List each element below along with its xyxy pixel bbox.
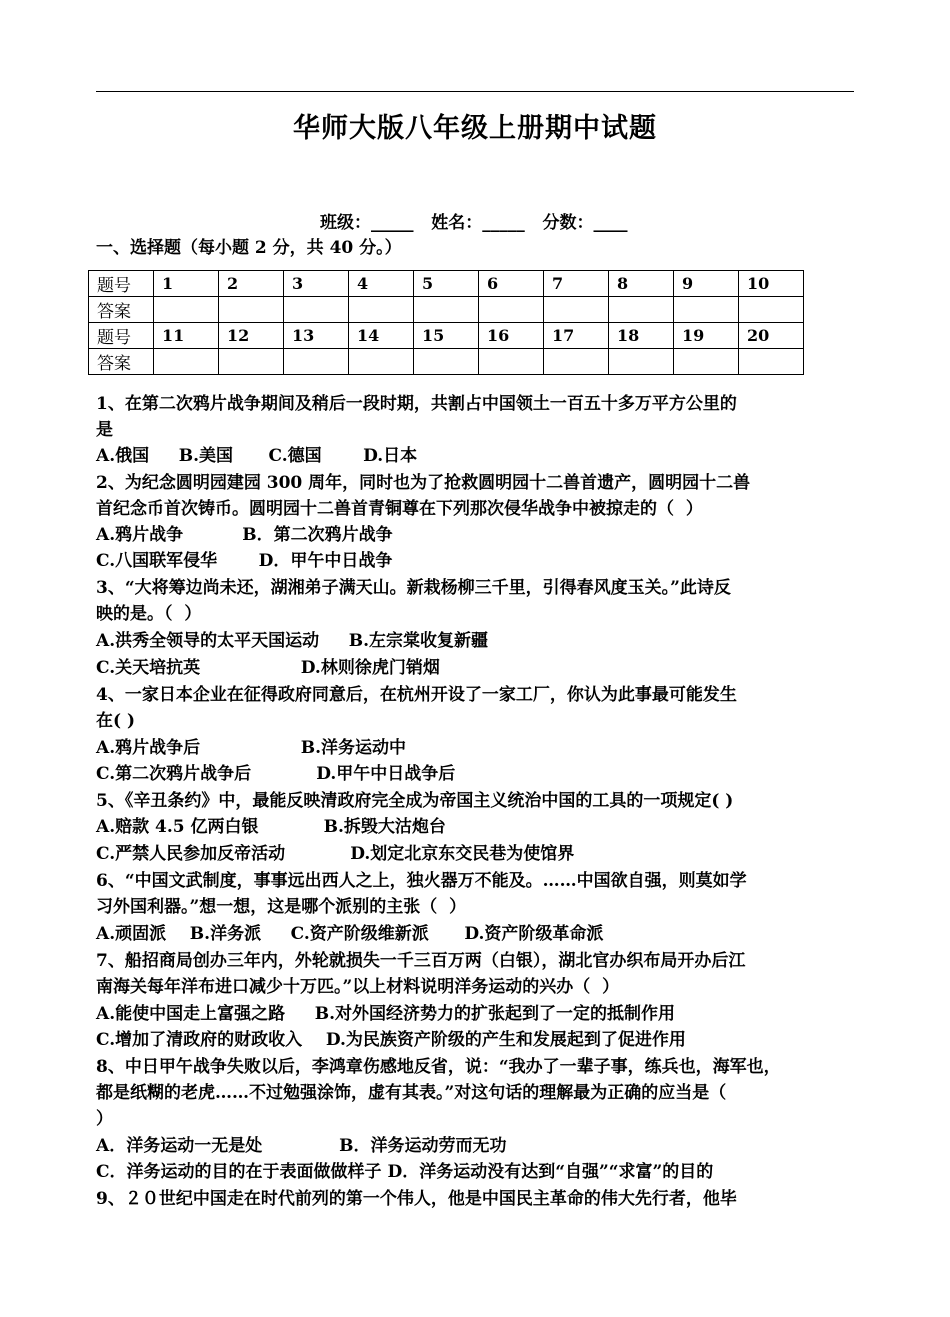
row-label: 题号	[89, 323, 154, 349]
question-6-text-cont: 习外国利器。”想一想，这是哪个派别的主张（ ）	[96, 897, 467, 917]
question-7-options-2: C.增加了清政府的财政收入 D.为民族资产阶级的产生和发展起到了促进作用	[96, 1030, 686, 1050]
question-1-text: 1、在第二次鸦片战争期间及稍后一段时期，共割占中国领土一百五十多万平方公里的	[96, 394, 737, 414]
answer-cell[interactable]	[284, 349, 349, 375]
table-cell: 2	[219, 271, 284, 297]
answer-cell[interactable]	[674, 349, 739, 375]
answer-cell[interactable]	[674, 297, 739, 323]
table-cell: 5	[414, 271, 479, 297]
question-8-text-cont: 都是纸糊的老虎……不过勉强涂饰，虚有其表。”对这句话的理解最为正确的应当是（	[96, 1083, 727, 1103]
question-4-text: 4、一家日本企业在征得政府同意后，在杭州开设了一家工厂，你认为此事最可能发生	[96, 685, 737, 705]
question-3-text-cont: 映的是。（ ）	[96, 604, 202, 624]
answer-cell[interactable]	[284, 297, 349, 323]
question-5-options-2: C.严禁人民参加反帝活动 D.划定北京东交民巷为使馆界	[96, 844, 575, 864]
question-9-text: 9、２０世纪中国走在时代前列的第一个伟人，他是中国民主革命的伟大先行者，他毕	[96, 1189, 737, 1209]
answer-cell[interactable]	[219, 297, 284, 323]
answer-cell[interactable]	[414, 297, 479, 323]
student-info-line: 班级：_____ 姓名：_____ 分数：____	[320, 213, 628, 233]
table-cell: 19	[674, 323, 739, 349]
table-row	[89, 297, 804, 323]
table-cell: 14	[349, 323, 414, 349]
table-cell: 4	[349, 271, 414, 297]
answer-cell[interactable]	[349, 349, 414, 375]
question-2-options-1: A.鸦片战争 B．第二次鸦片战争	[96, 525, 393, 545]
question-1-options: A.俄国 B.美国 C.德国 D.日本	[96, 446, 418, 466]
question-2-text: 2、为纪念圆明园建园 300 周年，同时也为了抢救圆明园十二兽首遗产，圆明园十二兽	[96, 473, 751, 493]
table-cell: 9	[674, 271, 739, 297]
answer-table	[88, 270, 804, 375]
question-4-options-2: C.第二次鸦片战争后 D.甲午中日战争后	[96, 764, 456, 784]
table-row	[89, 349, 804, 375]
table-cell: 10	[739, 271, 804, 297]
question-8-options-2: C．洋务运动的目的在于表面做做样子 D．洋务运动没有达到“自强”“求富”的目的	[96, 1162, 714, 1182]
question-8-options-1: A．洋务运动一无是处 B．洋务运动劳而无功	[96, 1136, 507, 1156]
answer-cell[interactable]	[544, 297, 609, 323]
table-cell: 16	[479, 323, 544, 349]
answer-cell[interactable]	[609, 297, 674, 323]
question-3-options-2: C.关天培抗英 D.林则徐虎门销烟	[96, 658, 440, 678]
table-cell: 6	[479, 271, 544, 297]
question-6-options: A.顽固派 B.洋务派 C.资产阶级维新派 D.资产阶级革命派	[96, 924, 604, 944]
question-4-options-1: A.鸦片战争后 B.洋务运动中	[96, 738, 407, 758]
page-title: 华师大版八年级上册期中试题	[293, 113, 657, 144]
question-7-text: 7、船招商局创办三年内，外轮就损失一千三百万两（白银），湖北官办织布局开办后江	[96, 951, 746, 971]
question-5-options-1: A.赔款 4.5 亿两白银 B.拆毁大沽炮台	[96, 817, 446, 837]
answer-cell[interactable]	[479, 349, 544, 375]
answer-cell[interactable]	[219, 349, 284, 375]
question-7-text-cont: 南海关每年洋布进口减少十万匹。”以上材料说明洋务运动的兴办（ ）	[96, 977, 620, 997]
top-rule	[96, 91, 854, 92]
answer-cell[interactable]	[609, 349, 674, 375]
question-3-text: 3、“大将筹边尚未还，湖湘弟子满天山。新栽杨柳三千里，引得春风度玉关。”此诗反	[96, 578, 731, 598]
table-cell: 18	[609, 323, 674, 349]
question-1-text-cont: 是	[96, 420, 113, 440]
answer-cell[interactable]	[154, 297, 219, 323]
answer-cell[interactable]	[154, 349, 219, 375]
table-cell: 12	[219, 323, 284, 349]
question-4-text-cont: 在( )	[96, 711, 136, 731]
question-6-text: 6、“中国文武制度，事事远出西人之上，独火器万不能及。……中国欲自强，则莫如学	[96, 871, 747, 891]
table-cell: 3	[284, 271, 349, 297]
table-cell: 17	[544, 323, 609, 349]
question-7-options-1: A.能使中国走上富强之路 B.对外国经济势力的扩张起到了一定的抵制作用	[96, 1004, 675, 1024]
table-cell: 15	[414, 323, 479, 349]
table-cell: 8	[609, 271, 674, 297]
table-row	[89, 271, 804, 297]
question-8-text: 8、中日甲午战争失败以后，李鸿章伤感地反省，说：“我办了一辈子事，练兵也，海军也，	[96, 1057, 781, 1077]
answer-cell[interactable]	[479, 297, 544, 323]
answer-cell[interactable]	[739, 349, 804, 375]
answer-cell[interactable]	[739, 297, 804, 323]
table-cell: 1	[154, 271, 219, 297]
table-row	[89, 323, 804, 349]
answer-cell[interactable]	[349, 297, 414, 323]
table-cell: 13	[284, 323, 349, 349]
table-cell: 7	[544, 271, 609, 297]
table-cell: 11	[154, 323, 219, 349]
row-label: 答案	[89, 297, 154, 323]
answer-cell[interactable]	[414, 349, 479, 375]
question-5-text: 5、《辛丑条约》中，最能反映清政府完全成为帝国主义统治中国的工具的一项规定( )	[96, 791, 734, 811]
row-label: 题号	[89, 271, 154, 297]
question-3-options-1: A.洪秀全领导的太平天国运动 B.左宗棠收复新疆	[96, 631, 488, 651]
table-cell: 20	[739, 323, 804, 349]
row-label: 答案	[89, 349, 154, 375]
question-2-text-cont: 首纪念币首次铸币。圆明园十二兽首青铜尊在下列那次侵华战争中被掠走的（ ）	[96, 499, 703, 519]
answer-cell[interactable]	[544, 349, 609, 375]
section-heading: 一、选择题（每小题 2 分，共 40 分。）	[96, 238, 402, 258]
question-8-text-end: ）	[96, 1109, 113, 1129]
question-2-options-2: C.八国联军侵华 D．甲午中日战争	[96, 551, 393, 571]
